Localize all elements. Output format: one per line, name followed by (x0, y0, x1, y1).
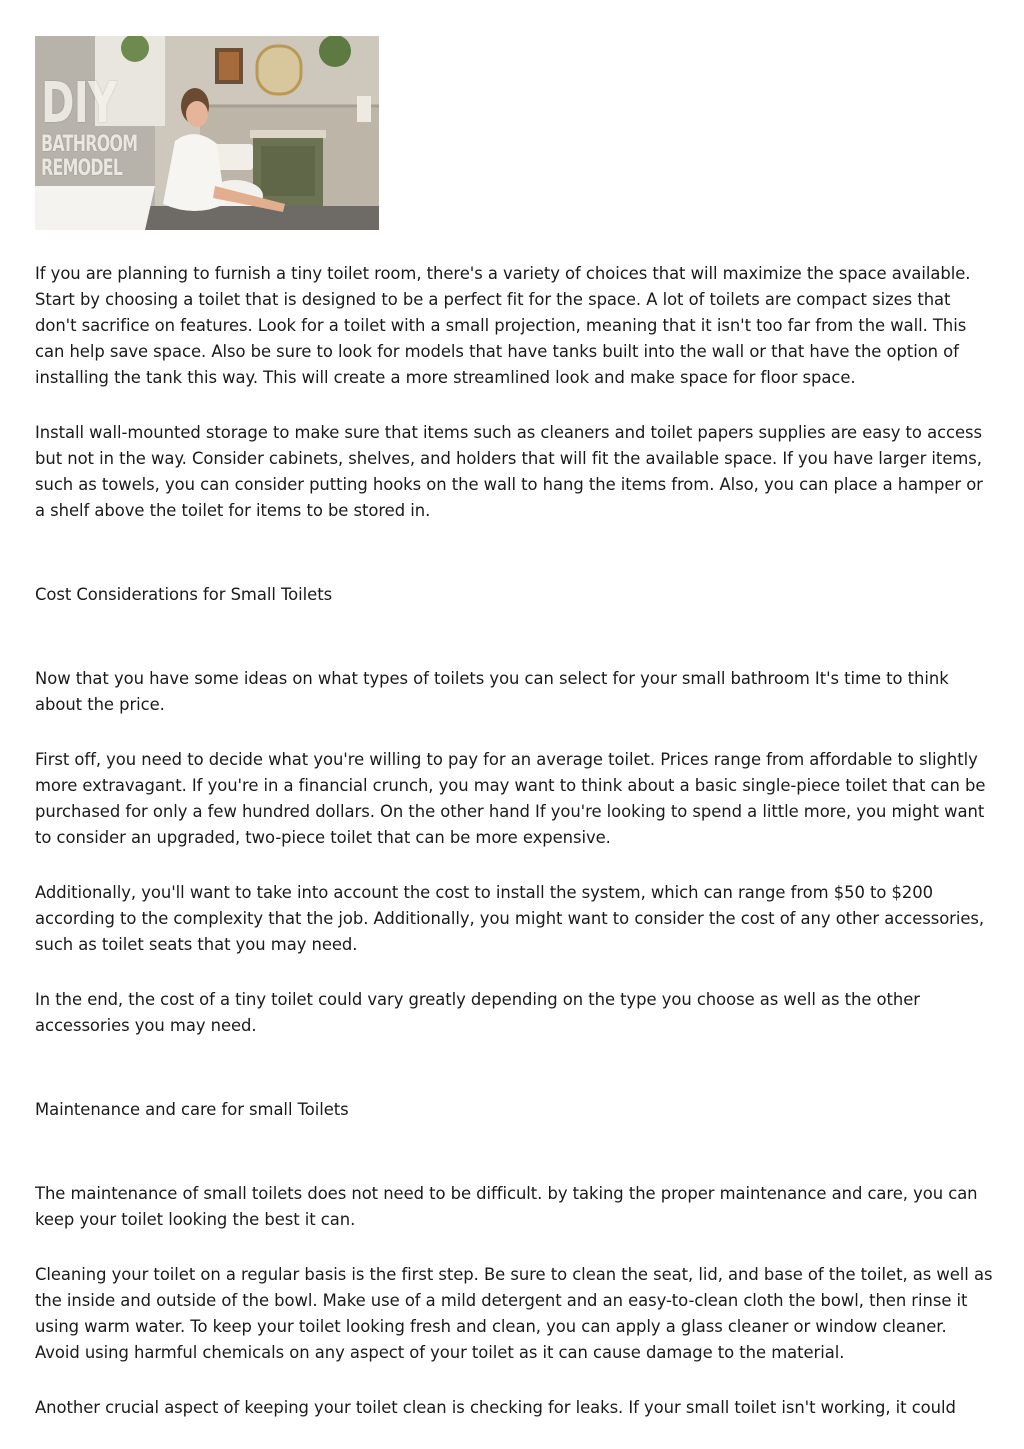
paragraph-intro: If you are planning to furnish a tiny toilet room, there's a variety of choices that will maximize the space available. Start by choosing a toilet that is designed to be a perfect fit for the space. A lot of toilets are compact sizes that don't sacrifice on features. Look for a toilet with a small projection, meaning that it isn't too far from the wall. This can help save space. Also be sure to look for models that have tanks built into the wall or that have the option of installing the tank this way. This will create a more streamlined look and make space for floor space. (35, 264, 971, 387)
hero-title-line3: REMODEL (41, 156, 123, 181)
section-heading-cost: Cost Considerations for Small Toilets (35, 585, 333, 604)
hero-title-line1: DIY (41, 71, 117, 136)
hero-title-line2: BATHROOM (41, 132, 138, 157)
hero-image (35, 36, 379, 230)
hero-overlay-text (41, 71, 175, 181)
paragraph-maintenance-intro: The maintenance of small toilets does not need to be difficult. by taking the proper maintenance and care, you can keep your toilet looking the best it can. (35, 1184, 978, 1229)
paragraph-storage: Install wall-mounted storage to make sure that items such as cleaners and toilet papers supplies are easy to access but not in the way. Consider cabinets, shelves, and holders that will fit the available space. If you have larger items, such as towels, you can consider putting hooks on the wall to hang the items from. Also, you can place a hamper or a shelf above the toilet for items to be stored in. (35, 423, 983, 520)
article-page (35, 36, 995, 1421)
paragraph-install-cost: Additionally, you'll want to take into account the cost to install the system, which can range from $50 to $200 according to the complexity that the job. Additionally, you might want to consider the cost of any other accessories, such as toilet seats that you may need. (35, 883, 985, 954)
paragraph-price-range: First off, you need to decide what you're willing to pay for an average toilet. Prices range from affordable to slightly more extravagant. If you're in a financial crunch, you may want to think about a basic single-piece toilet that can be purchased for only a few hundred dollars. On the other hand If you're looking to spend a little more, you might want to consider an upgraded, two-piece toilet that can be more expensive. (35, 750, 986, 847)
paragraph-leaks: Another crucial aspect of keeping your toilet clean is checking for leaks. If your small toilet isn't working, it could (35, 1398, 956, 1417)
paragraph-cleaning: Cleaning your toilet on a regular basis is the first step. Be sure to clean the seat, lid, and base of the toilet, as well as the inside and outside of the bowl. Make use of a mild detergent and an easy-to-clean cloth the bowl, then rinse it using warm water. To keep your toilet looking fresh and clean, you can apply a glass cleaner or window cleaner. Avoid using harmful chemicals on any aspect of your toilet as it can cause damage to the material. (35, 1265, 993, 1362)
paragraph-cost-summary: In the end, the cost of a tiny toilet could vary greatly depending on the type you choose as well as the other accessories you may need. (35, 990, 920, 1035)
paragraph-price-intro: Now that you have some ideas on what types of toilets you can select for your small bathroom It's time to think about the price. (35, 669, 949, 714)
section-heading-maintenance: Maintenance and care for small Toilets (35, 1100, 349, 1119)
